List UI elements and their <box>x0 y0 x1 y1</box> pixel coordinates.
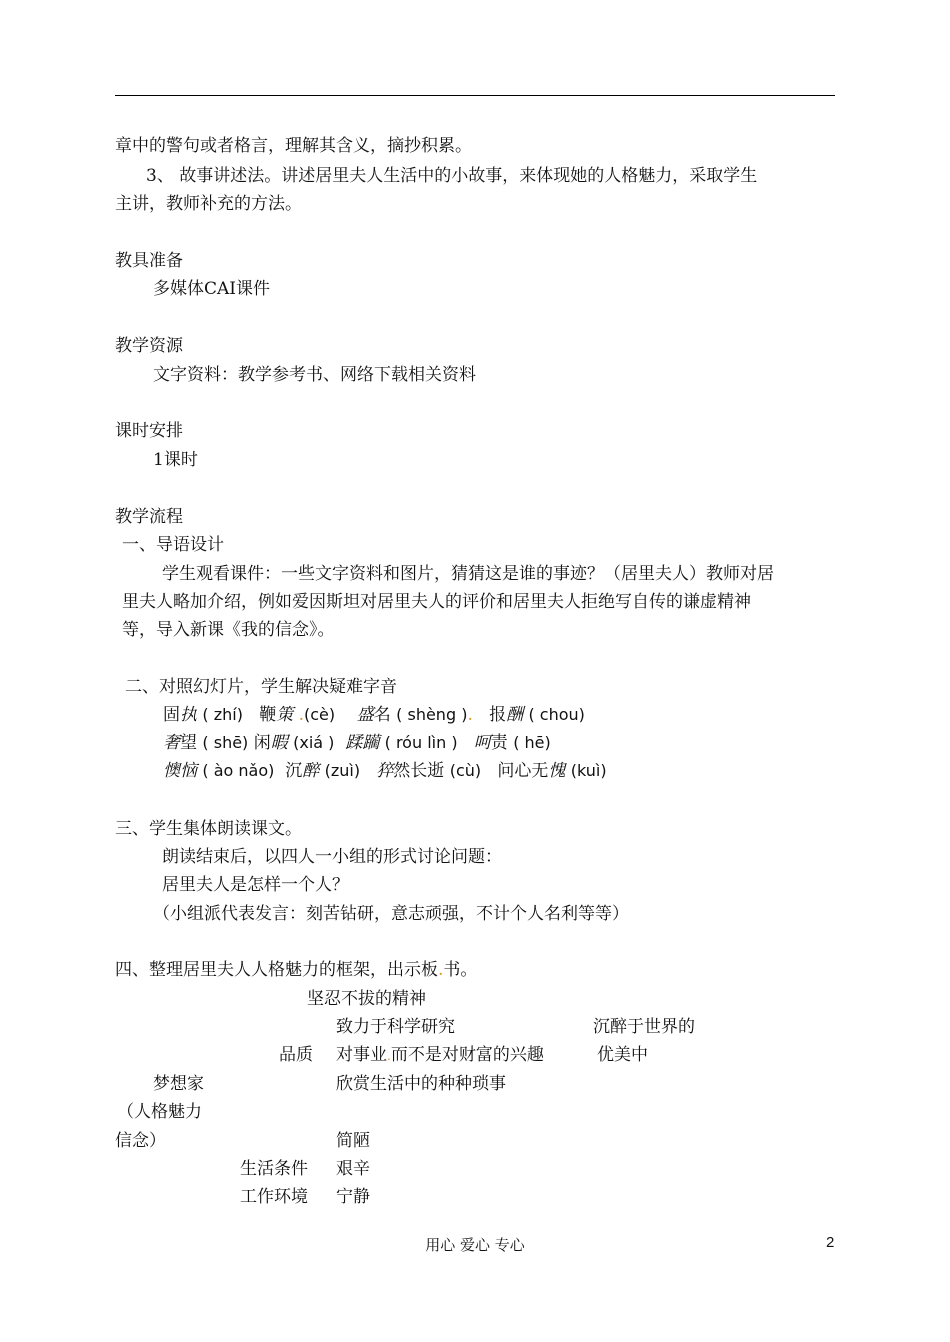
dot-mark: . <box>467 705 473 725</box>
step1-line-3: 等，导入新课《我的信念》。 <box>122 620 335 640</box>
intro-line-3: 主讲，教师补充的方法。 <box>115 194 302 214</box>
schedule-body: 1课时 <box>153 450 198 470</box>
board-living-value: 艰辛 <box>336 1159 370 1179</box>
board-interest: 对事业.而不是对财富的兴趣 <box>336 1045 544 1065</box>
step3-line-2: 居里夫人是怎样一个人？ <box>162 875 349 895</box>
board-charm: （人格魅力 <box>117 1102 202 1122</box>
pinyin-row-2 <box>163 732 551 754</box>
pinyin-zui: (zuì) <box>324 761 361 780</box>
board-belief: 信念） <box>115 1131 166 1151</box>
step1-line-1: 学生观看课件：一些文字资料和图片，猜猜这是谁的事迹？（居里夫人）教师对居 <box>162 564 774 584</box>
board-beauty: 优美中 <box>597 1045 648 1065</box>
word-bianche: 鞭策 <box>259 705 294 725</box>
pinyin-chou: ( chou) <box>528 705 585 724</box>
schedule-heading: 课时安排 <box>115 421 183 441</box>
word-chenzui: 沉醉 <box>285 761 320 781</box>
word-roulin: 蹂躏 <box>345 733 380 753</box>
step1-line-2: 里夫人略加介绍，例如爱因斯坦对居里夫人的评价和居里夫人拒绝写自传的谦虚精神 <box>122 592 751 612</box>
pinyin-she: ( shē) <box>202 733 249 752</box>
step4-heading: 四、整理居里夫人人格魅力的框架，出示板.书。 <box>115 960 478 980</box>
word-aonao: 懊恼 <box>163 761 197 781</box>
step2-heading: 二、对照幻灯片，学生解决疑难字音 <box>125 677 397 697</box>
tools-body: 多媒体CAI课件 <box>153 279 270 299</box>
header-rule <box>115 95 835 96</box>
resources-body: 文字资料：教学参考书、网络下载相关资料 <box>153 365 476 385</box>
pinyin-xia: (xiá ) <box>293 733 335 752</box>
board-work-label: 工作环境 <box>240 1187 308 1207</box>
board-trivia: 欣赏生活中的种种琐事 <box>336 1074 506 1094</box>
dot-mark: . <box>298 705 304 725</box>
intro-line-2: 3、 故事讲述法。讲述居里夫人生活中的小故事，来体现她的人格魅力，采取学生 <box>146 166 758 186</box>
board-quality: 品质 <box>279 1045 313 1065</box>
board-research: 致力于科学研究 <box>336 1017 455 1037</box>
pinyin-sheng: ( shèng ) <box>396 705 468 724</box>
word-heze: 呵责 <box>473 733 508 753</box>
board-living-label: 生活条件 <box>240 1159 308 1179</box>
page-number: 2 <box>826 1234 835 1251</box>
board-simple: 简陋 <box>336 1131 370 1151</box>
pinyin-he: ( hē) <box>513 733 551 752</box>
tools-heading: 教具准备 <box>115 251 183 271</box>
step3-heading: 三、学生集体朗读课文。 <box>115 819 302 839</box>
dot-mark: . <box>387 1049 391 1063</box>
resources-heading: 教学资源 <box>115 336 183 356</box>
pinyin-roulin: ( róu lìn ) <box>384 733 458 752</box>
pinyin-aonao: ( ào nǎo) <box>202 761 275 780</box>
pinyin-cu: (cù) <box>449 761 482 780</box>
flow-heading: 教学流程 <box>115 507 183 527</box>
pinyin-row-3 <box>163 760 607 782</box>
step1-heading: 一、导语设计 <box>122 535 224 555</box>
word-shewang: 奢望 <box>163 733 197 753</box>
word-shengming: 盛名 <box>356 705 391 725</box>
board-work-value: 宁静 <box>336 1187 370 1207</box>
word-wenxinwukui: 问心无愧 <box>497 761 566 781</box>
step3-line-1: 朗读结束后，以四人一小组的形式讨论问题： <box>162 847 502 867</box>
board-spirit: 坚忍不拔的精神 <box>307 989 426 1009</box>
board-intoxicated: 沉醉于世界的 <box>593 1017 695 1037</box>
word-xianxia: 闲暇 <box>253 733 288 753</box>
word-baochou: 报酬 <box>489 705 524 725</box>
word-curanchangshi: 猝然长逝 <box>376 761 445 781</box>
intro-line-1: 章中的警句或者格言，理解其含义，摘抄积累。 <box>115 136 472 156</box>
dot-mark: . <box>438 960 444 980</box>
pinyin-row-1 <box>163 704 585 726</box>
pinyin-ce: (cè) <box>304 705 336 724</box>
footer-slogan: 用心 爱心 专心 <box>425 1236 525 1254</box>
word-guzhi: 固执 <box>163 705 197 725</box>
board-dreamer: 梦想家 <box>153 1074 204 1094</box>
pinyin-kui: (kuì) <box>570 761 607 780</box>
pinyin-zhi: ( zhí) <box>202 705 243 724</box>
step3-line-3: （小组派代表发言：刻苦钻研，意志顽强，不计个人名利等等） <box>153 904 629 924</box>
